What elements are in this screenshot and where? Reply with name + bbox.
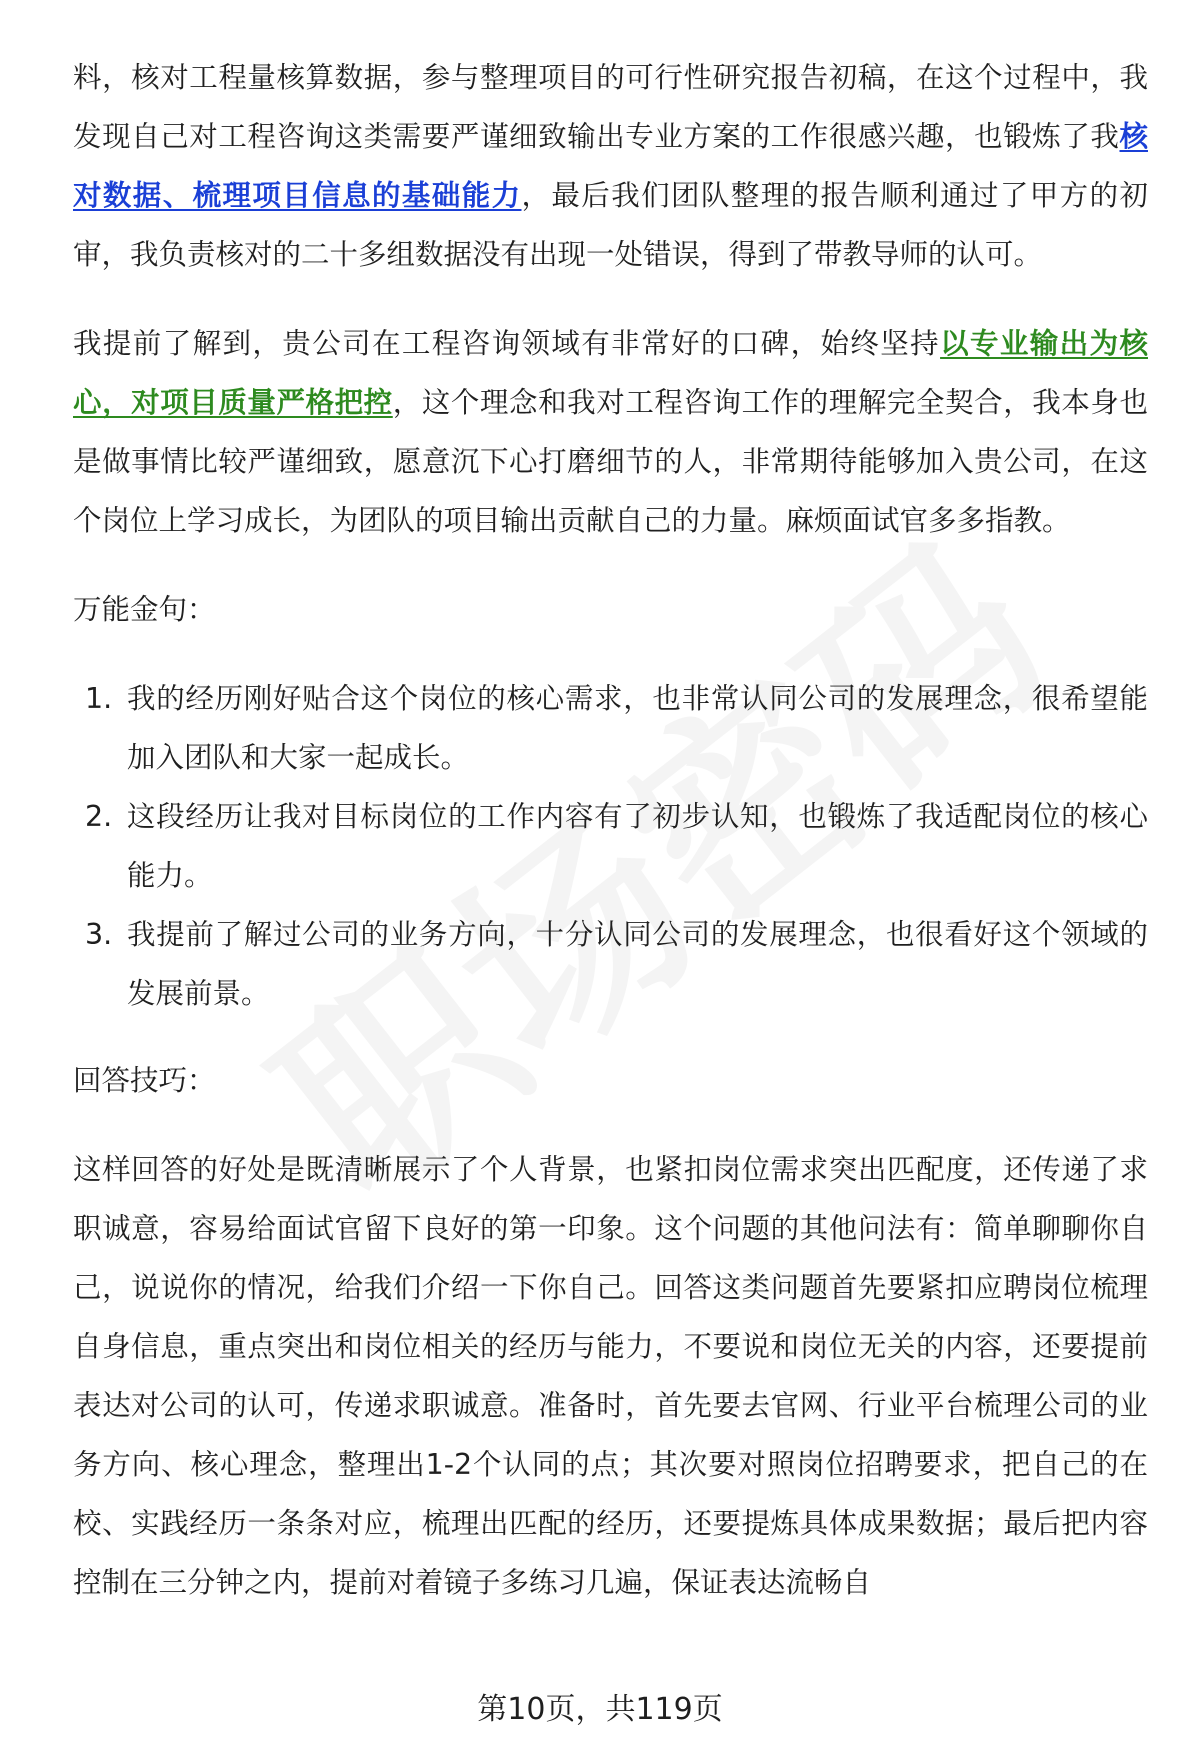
list-text: 我的经历刚好贴合这个岗位的核心需求，也非常认同公司的发展理念，很希望能加入团队和大家一起成长。 <box>127 682 1148 774</box>
paragraph-company <box>73 314 1148 550</box>
list-item <box>73 905 1148 1023</box>
paragraph-text: 料，核对工程量核算数据，参与整理项目的可行性研究报告初稿，在这个过程中，我发现自己对工程咨询这类需要严谨细致输出专业方案的工作很感兴趣，也锻炼了我 <box>73 61 1148 153</box>
list-number: 2. <box>85 800 113 833</box>
list-text: 我提前了解过公司的业务方向，十分认同公司的发展理念，也很看好这个领域的发展前景。 <box>127 918 1148 1010</box>
list-number: 3. <box>85 918 113 951</box>
list-number: 1. <box>85 682 113 715</box>
list-item <box>73 669 1148 787</box>
paragraph-experience <box>73 48 1148 284</box>
highlight-green: 以专业输出为核心，对项目质量严格把控 <box>73 327 1148 419</box>
document-page <box>73 48 1148 1642</box>
page-footer: 第10页，共119页 <box>477 1692 723 1727</box>
paragraph-text: 我提前了解到，贵公司在工程咨询领域有非常好的口碑，始终坚持 <box>73 327 941 360</box>
golden-sentences-list <box>73 669 1148 1023</box>
list-text: 这段经历让我对目标岗位的工作内容有了初步认知，也锻炼了我适配岗位的核心能力。 <box>127 800 1148 892</box>
highlight-blue: 核对数据、梳理项目信息的基础能力 <box>73 120 1148 212</box>
list-item <box>73 787 1148 905</box>
golden-sentences-label: 万能金句： <box>73 593 216 626</box>
paragraph-text: ，最后我们团队整理的报告顺利通过了甲方的初审，我负责核对的二十多组数据没有出现一处错误，得到了带教导师的认可。 <box>73 179 1148 271</box>
answer-tips-label: 回答技巧： <box>73 1064 216 1097</box>
paragraph-text: ，这个理念和我对工程咨询工作的理解完全契合，我本身也是做事情比较严谨细致，愿意沉下心打磨细节的人，非常期待能够加入贵公司，在这个岗位上学习成长，为团队的项目输出贡献自己的力量。麻烦面试官多多指教。 <box>73 386 1148 537</box>
paragraph-answer-tips: 这样回答的好处是既清晰展示了个人背景，也紧扣岗位需求突出匹配度，还传递了求职诚意，容易给面试官留下良好的第一印象。这个问题的其他问法有：简单聊聊你自己，说说你的情况，给我们介绍一下你自己。回答这类问题首先要紧扣应聘岗位梳理自身信息，重点突出和岗位相关的经历与能力，不要说和岗位无关的内容，还要提前表达对公司的认可，传递求职诚意。准备时，首先要去官网、行业平台梳理公司的业务方向、核心理念，整理出1-2个认同的点；其次要对照岗位招聘要求，把自己的在校、实践经历一条条对应，梳理出匹配的经历，还要提炼具体成果数据；最后把内容控制在三分钟之内，提前对着镜子多练习几遍，保证表达流畅自 <box>73 1153 1148 1599</box>
